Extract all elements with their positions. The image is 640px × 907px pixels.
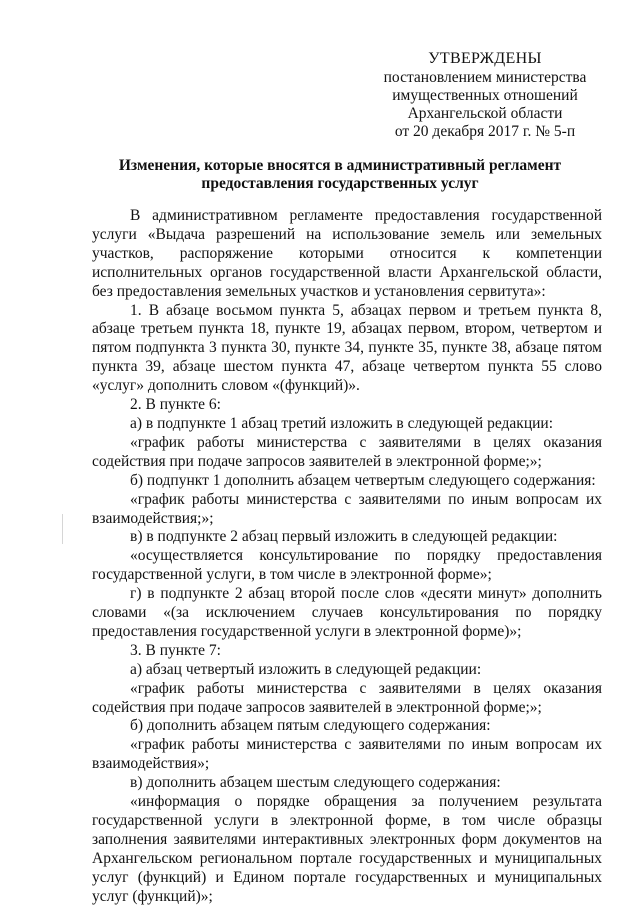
paragraph-quote: «график работы министерства с заявителями в целях оказания содействия при подаче запросов заявителей в электронной форме;»;	[92, 433, 602, 470]
approval-line: Архангельской области	[407, 105, 563, 122]
paragraph: г) в подпункте 2 абзац второй после слов «десяти минут» дополнить словами «(за исключением случаев консультирования по порядку предоставления государственной услуги в электронной форме)»;	[92, 585, 602, 640]
document-title-line: Изменения, которые вносятся в административный регламент	[118, 157, 562, 174]
paragraph-quote: «график работы министерства с заявителями по иным вопросам их взаимодействия;»;	[92, 490, 602, 527]
approval-line: имущественных отношений	[392, 87, 578, 104]
paragraph: б) дополнить абзацем пятым следующего содержания:	[130, 717, 491, 735]
paragraph-quote: «график работы министерства с заявителями в целях оказания содействия при подаче запросов заявителей в электронной форме;»;	[92, 679, 602, 716]
margin-mark	[62, 514, 63, 544]
approval-heading: УТВЕРЖДЕНЫ	[428, 50, 542, 67]
paragraph-item-3: 3. В пункте 7:	[130, 641, 221, 659]
paragraph: в) дополнить абзацем шестым следующего содержания:	[130, 774, 501, 792]
paragraph-intro: В административном регламенте предоставления государственной услуги «Выдача разрешений на использование земель или земельных участков, распоряжение которыми относится к компетенции исполнительных органов государственной власти Архангельской области, без предоставления земельных участков и установления сервитута»:	[92, 207, 602, 300]
document-title	[90, 157, 590, 193]
paragraph: б) подпункт 1 дополнить абзацем четвертым следующего содержания:	[130, 471, 596, 489]
paragraph: а) в подпункте 1 абзац третий изложить в следующей редакции:	[130, 414, 554, 432]
paragraph: а) абзац четвертый изложить в следующей редакции:	[130, 660, 482, 678]
paragraph-quote: «осуществляется консультирование по порядку предоставления государственной услуги, в том числе в электронной форме»;	[92, 547, 602, 584]
paragraph-quote: «информация о порядке обращения за получением результата государственной услуги в электронной форме, в том числе образцы заполнения заявителями интерактивных электронных форм документов на Архангельском региональном портале государственных и муниципальных услуг (функций) и Едином портале государственных и муниципальных услуг (функций)»;	[92, 793, 602, 905]
document-title-line: предоставления государственных услуг	[201, 175, 479, 192]
approval-line: постановлением министерства	[383, 69, 587, 86]
paragraph-item-1: 1. В абзаце восьмом пункта 5, абзацах первом и третьем пункта 8, абзаце третьем пункта 18, пункте 19, абзацах первом, втором, четвертом и пятом подпункта 3 пункта 30, пункте 34, пункте 35, пункте 38, абзаце пятом пункта 39, абзаце шестом пункта 47, абзаце четвертом пункта 55 слово «услуг» дополнить словом «(функций)».	[92, 301, 602, 395]
approval-date-line: от 20 декабря 2017 г. № 5-п	[394, 123, 576, 140]
paragraph: в) в подпункте 2 абзац первый изложить в следующей редакции:	[130, 528, 558, 546]
document-body	[92, 207, 602, 907]
paragraph-quote: «график работы министерства с заявителями по иным вопросам их взаимодействия»;	[92, 736, 602, 773]
paragraph-item-2: 2. В пункте 6:	[130, 396, 221, 414]
approval-stamp	[360, 50, 610, 141]
